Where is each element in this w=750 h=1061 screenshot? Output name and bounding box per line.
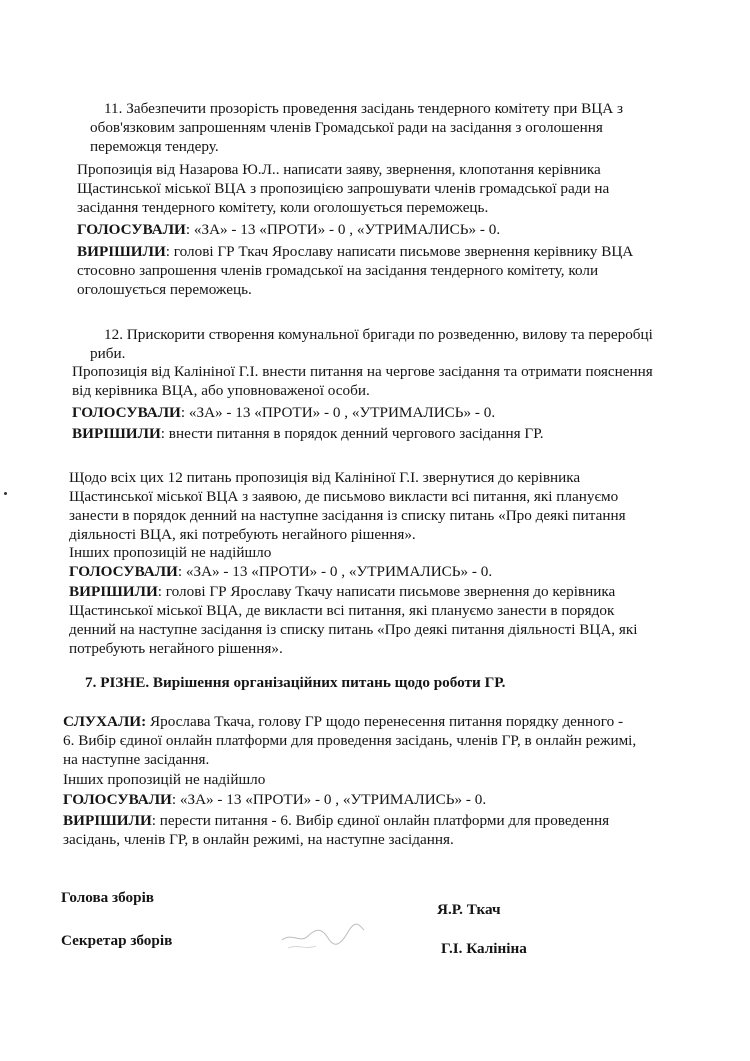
chair-name: Я.Р. Ткач xyxy=(437,901,501,918)
vote-1 xyxy=(77,220,500,239)
decision-3-line-3: денний на наступне засідання із списку питань «Про деякі питання діяльності ВЦА, які xyxy=(69,621,638,638)
secretary-label: Секретар зборів xyxy=(61,932,173,949)
item-12-line-2: риби. xyxy=(90,345,126,362)
proposal-all12-line-1: Щодо всіх цих 12 питань пропозиція від Калініної Г.І. звернутися до керівника xyxy=(69,469,581,486)
heard-line-2: 6. Вибір єдиної онлайн платформи для проведення засідань, членів ГР, в онлайн режимі, xyxy=(63,732,637,749)
decision-3-line-4: потребують негайного рішення». xyxy=(69,640,283,657)
proposal-all12-line-3: занести в порядок денний на наступне засідання із списку питань «Про деякі питання xyxy=(69,507,626,524)
decision-1 xyxy=(77,242,633,261)
vote-text: : «ЗА» - 13 «ПРОТИ» - 0 , «УТРИМАЛИСЬ» - 0. xyxy=(180,404,496,421)
decision-4 xyxy=(63,811,609,830)
heard-text: Ярослава Ткача, голову ГР щодо перенесення питання порядку денного - xyxy=(146,713,624,730)
vote-label: ГОЛОСУВАЛИ xyxy=(77,221,186,238)
vote-label: ГОЛОСУВАЛИ xyxy=(72,404,181,421)
vote-text: : «ЗА» - 13 «ПРОТИ» - 0 , «УТРИМАЛИСЬ» - 0. xyxy=(171,791,487,808)
proposal-nazarova-line-3: засідання тендерного комітету, коли оголошується переможець. xyxy=(77,199,489,216)
vote-3 xyxy=(69,562,492,581)
decision-text: : голові ГР Ткач Ярославу написати письмове звернення керівнику ВЦА xyxy=(165,243,634,260)
vote-2 xyxy=(72,403,495,422)
decision-text: : внести питання в порядок денний чергового засідання ГР. xyxy=(160,425,544,442)
heard xyxy=(63,712,623,731)
decision-1-line-2: стосовно запрошення членів громадської на засідання тендерного комітету, коли xyxy=(77,262,599,279)
proposal-all12-line-2: Щастинської міської ВЦА з заявою, де письмово викласти всі питання, які плануємо xyxy=(69,488,619,505)
vote-label: ГОЛОСУВАЛИ xyxy=(69,563,178,580)
heard-label: СЛУХАЛИ: xyxy=(63,713,147,730)
item-11-line-1: 11. Забезпечити прозорість проведення засідань тендерного комітету при ВЦА з xyxy=(104,100,624,117)
decision-1-line-3: оголошується переможець. xyxy=(77,281,252,298)
secretary-name: Г.І. Калініна xyxy=(441,940,527,957)
proposal-nazarova-line-2: Щастинської міської ВЦА з пропозицією запрошувати членів громадської ради на xyxy=(77,180,610,197)
decision-label: ВИРІШИЛИ xyxy=(63,812,152,829)
proposal-all12-line-4: діяльності ВЦА, які потребують негайного рішення». xyxy=(69,526,416,543)
heard-line-3: на наступне засідання. xyxy=(63,751,210,768)
decision-2 xyxy=(72,424,544,443)
no-other-proposals-2: Інших пропозицій не надійшло xyxy=(63,771,266,788)
margin-dot xyxy=(4,492,7,495)
proposal-kalinina-line-1: Пропозиція від Калініної Г.І. внести питання на чергове засідання та отримати пояснення xyxy=(72,363,653,380)
item-12-line-1: 12. Прискорити створення комунальної бригади по розведенню, вилову та переробці xyxy=(104,326,653,343)
item-11-line-3: переможця тендеру. xyxy=(90,138,219,155)
decision-label: ВИРІШИЛИ xyxy=(77,243,166,260)
decision-3-line-2: Щастинської міської ВЦА, де викласти всі питання, які плануємо занести в порядок xyxy=(69,602,615,619)
section-7-heading: 7. РІЗНЕ. Вирішення організаційних питань щодо роботи ГР. xyxy=(85,674,506,691)
decision-4-line-2: засідань, членів ГР, в онлайн режимі, на наступне засідання. xyxy=(63,831,454,848)
no-other-proposals-1: Інших пропозицій не надійшло xyxy=(69,544,272,561)
item-11-line-2: обов'язковим запрошенням членів Громадської ради на засідання з оголошення xyxy=(90,119,603,136)
vote-text: : «ЗА» - 13 «ПРОТИ» - 0 , «УТРИМАЛИСЬ» - 0. xyxy=(185,221,501,238)
proposal-kalinina-line-2: від керівника ВЦА, або уповноваженої особи. xyxy=(72,382,370,399)
decision-3 xyxy=(69,582,615,601)
chair-label: Голова зборів xyxy=(61,889,155,906)
decision-text: : перести питання - 6. Вибір єдиної онлайн платформи для проведення xyxy=(151,812,610,829)
vote-text: : «ЗА» - 13 «ПРОТИ» - 0 , «УТРИМАЛИСЬ» - 0. xyxy=(177,563,493,580)
vote-4 xyxy=(63,790,486,809)
signature-scribble xyxy=(278,918,368,958)
decision-text: : голові ГР Ярославу Ткачу написати письмове звернення до керівника xyxy=(157,583,616,600)
decision-label: ВИРІШИЛИ xyxy=(72,425,161,442)
decision-label: ВИРІШИЛИ xyxy=(69,583,158,600)
vote-label: ГОЛОСУВАЛИ xyxy=(63,791,172,808)
proposal-nazarova-line-1: Пропозиція від Назарова Ю.Л.. написати заяву, звернення, клопотання керівника xyxy=(77,161,601,178)
